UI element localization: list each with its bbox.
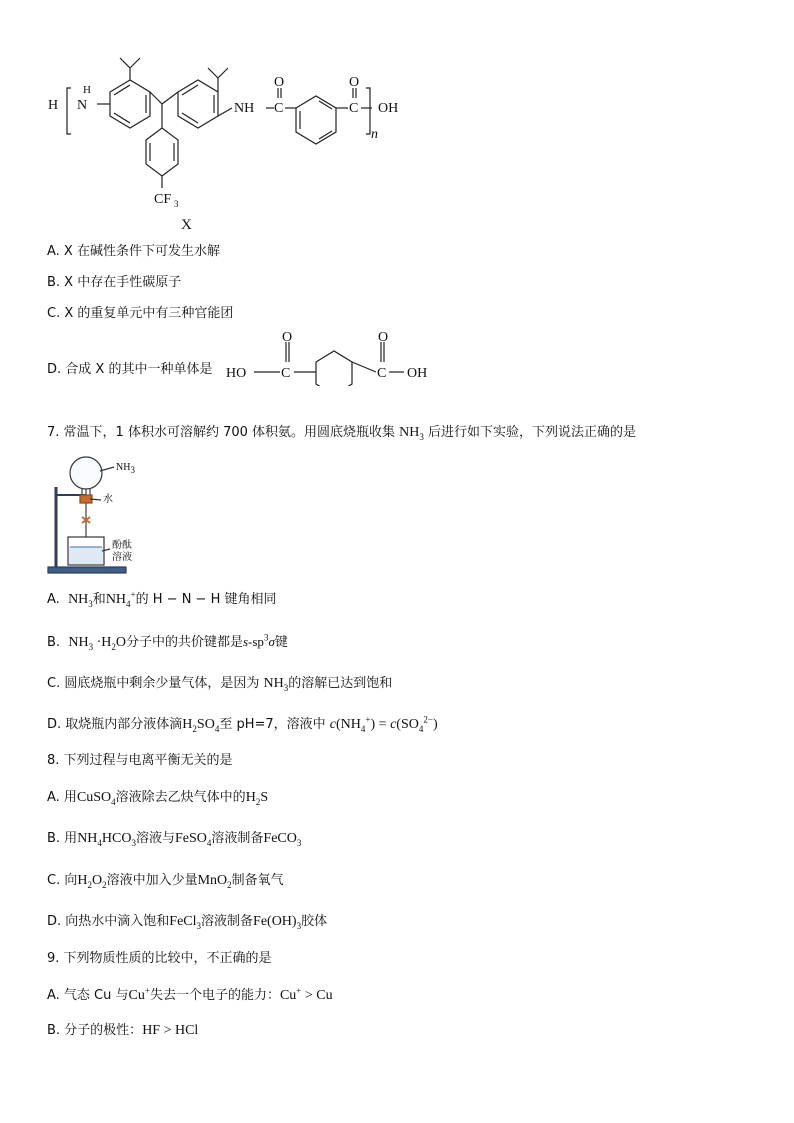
label-n-left: N — [77, 98, 88, 113]
q7-stem-nh3: $NH_3$ — [399, 425, 424, 442]
formula-o1: O — [282, 330, 293, 345]
label-nh-amide: NH — [234, 101, 255, 116]
q8-stem: 8. 下列过程与电离平衡无关的是 — [47, 753, 233, 768]
pendant-benzene-ring — [146, 128, 178, 176]
fig-label-nh3: $NH_3$ — [116, 462, 135, 475]
q9-stem: 9. 下列物质性质的比较中，不正确的是 — [47, 951, 272, 966]
polymer-structure-x — [40, 50, 420, 240]
formula-ho: HO — [226, 366, 247, 381]
q7-stem-lead: 7. 常温下，1 体积水可溶解约 700 体积氨。用圆底烧瓶收集 — [47, 425, 396, 440]
label-h-left: H — [48, 98, 59, 113]
label-c-amide: C — [274, 101, 284, 116]
label-x: X — [181, 217, 192, 233]
q7-stem-tail: 后进行如下实验，下列说法正确的是 — [428, 425, 637, 440]
q7-option-d: D. 取烧瓶内部分液体滴$H_2SO_4$至 pH=7，溶液中 $c(NH_4^+) = c(SO_4^{2-})$ — [47, 714, 438, 734]
q7-option-c: C. 圆底烧瓶中剩余少量气体，是因为 $NH_3$的溶解已达到饱和 — [47, 676, 393, 693]
formula-c2: C — [377, 366, 387, 381]
isophthaloyl-ring — [296, 96, 336, 144]
label-o-right: O — [349, 75, 360, 90]
q6-option-c: C. X 的重复单元中有三种官能团 — [47, 306, 234, 321]
q8-option-d: D. 向热水中滴入饱和FeCl$_3$溶液制备$Fe(OH)_3$胶体 — [47, 914, 328, 931]
q9-option-b: B. 分子的极性：HF > HCl — [47, 1023, 199, 1038]
label-c-acid: C — [349, 101, 359, 116]
label-h-after-n: H — [83, 84, 91, 96]
q9-option-a: A. 气态 Cu 与Cu+失去一个电子的能力：Cu+ > Cu — [47, 985, 333, 1003]
q8-option-b: B. 用$NH_4HCO_3$溶液与FeSO$_4$溶液制备FeCO$_3$ — [47, 831, 302, 848]
q6-option-d-prefix: D. 合成 X 的其中一种单体是 — [47, 362, 213, 377]
label-n-subscript: n — [371, 127, 378, 142]
q7-option-b: B. $NH_3 \cdot H_2O$分子中的共价键都是$s-sp^3\sigma$键 — [47, 632, 288, 652]
label-cf3-sub: 3 — [174, 199, 179, 209]
label-cf3: CF — [154, 192, 172, 207]
formula-oh: OH — [407, 366, 428, 381]
right-bracket — [366, 88, 370, 134]
q8-option-c: C. 向$H_2O_2$溶液中加入少量MnO$_2$制备氧气 — [47, 873, 284, 890]
label-o-left: O — [274, 75, 285, 90]
left-benzene-ring — [110, 80, 150, 128]
q6-option-a: A. X 在碱性条件下可发生水解 — [47, 244, 220, 259]
label-oh: OH — [378, 101, 399, 116]
right-benzene-ring — [178, 80, 218, 128]
formula-c1: C — [281, 366, 291, 381]
left-bracket — [67, 88, 71, 134]
fig-label-phenolphthalein-1: 酚酞 — [112, 540, 132, 551]
q6-option-b: B. X 中存在手性碳原子 — [47, 275, 182, 290]
fig-label-water: 水 — [103, 494, 113, 505]
q8-option-a: A. 用CuSO$_4$溶液除去乙炔气体中的$H_2S$ — [47, 790, 269, 807]
formula-o2: O — [378, 330, 389, 345]
fig-label-phenolphthalein-2: 溶液 — [112, 552, 132, 563]
q7-option-a: A. $NH_3$和$NH_4^+$的 H − N − H 键角相同 — [47, 589, 277, 609]
q6-option-d — [47, 362, 212, 378]
q7-stem — [47, 425, 636, 441]
isophthalic-acid-formula — [226, 330, 446, 386]
